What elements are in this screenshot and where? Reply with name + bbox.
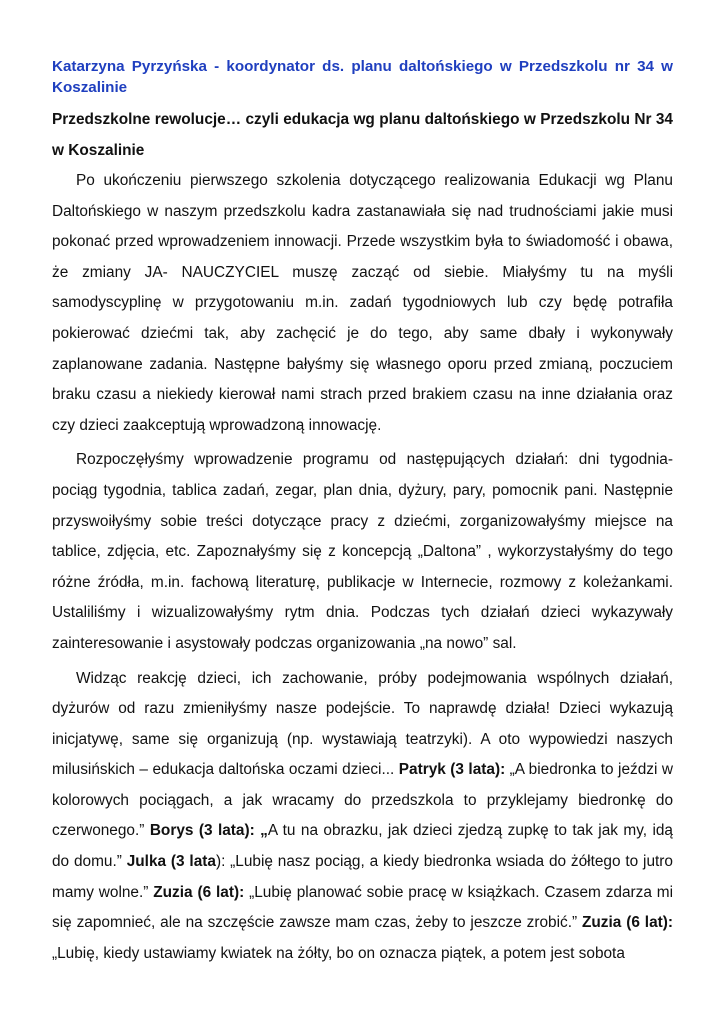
paragraph-1: Po ukończeniu pierwszego szkolenia dotyczącego realizowania Edukacji wg Planu Daltońskiego w naszym przedszkolu kadra zastanawiała się nad trudnościami jakie musi pokonać przed wprowadzeniem innowacji. Przede wszystkim była to świadomość i obawa, że zmiany JA- NAUCZYCIEL muszę zacząć od siebie. Miałyśmy tu na myśli samodyscyplinę w przygotowaniu m.in. zadań tygodniowych lub czy będę potrafiła pokierować dziećmi tak, aby zachęcić je do tego, aby same dbały i wykonywały zaplanowane zadania. Następne bałyśmy się własnego oporu przed zmianą, poczuciem braku czasu a niekiedy kierował nami strach przed brakiem czasu na inne działania oraz czy dzieci zaakceptują wprowadzoną innowację.	[52, 172, 673, 434]
quote-text: „A biedronka to jeździ w kolorowych pociągach, a jak wracamy do przedszkola to przyklejamy biedronkę do czerwonego.”	[52, 761, 673, 840]
quote-speaker: Borys (3 lata): „	[149, 822, 268, 840]
quote-text: „Lubię, kiedy ustawiamy kwiatek na żółty, bo on oznacza piątek, a potem jest sobota	[52, 944, 625, 962]
quote-speaker: Julka (3 lata	[126, 853, 216, 871]
paragraph-2: Rozpoczęłyśmy wprowadzenie programu od następujących działań: dni tygodnia- pociąg tygodnia, tablica zadań, zegar, plan dnia, dyżury, pary, pomocnik pani. Następnie przyswoiłyśmy sobie treści dotyczące pracy z dziećmi, zorganizowałyśmy miejsce na tablice, zdjęcia, etc. Zapoznałyśmy się z koncepcją „Daltona” , wykorzystałyśmy do tego różne źródła, m.in. fachową literaturę, publikacje w Internecie, rozmowy z koleżankami. Ustaliliśmy i wizualizowałyśmy rytm dnia. Podczas tych działań dzieci wykazywały zainteresowanie i asystowały podczas organizowania „na nowo” sal.	[52, 451, 673, 652]
paragraph-3	[52, 664, 673, 970]
quote-speaker: Zuzia (6 lat):	[582, 914, 674, 932]
document-page	[52, 56, 673, 973]
document-title: Przedszkolne rewolucje… czyli edukacja wg planu daltońskiego w Przedszkolu Nr 34 w Koszalinie	[52, 111, 673, 159]
quote-speaker: Patryk (3 lata):	[398, 761, 506, 779]
quote-speaker: Zuzia (6 lat):	[153, 883, 245, 901]
author-line: Katarzyna Pyrzyńska - koordynator ds. planu daltońskiego w Przedszkolu nr 34 w Koszalinie	[52, 58, 673, 96]
quote-text: A tu na obrazku, jak dzieci zjedzą zupkę to tak jak my, idą do domu.”	[52, 822, 673, 871]
quote-text: ): „Lubię nasz pociąg, a kiedy biedronka wsiada do żółtego to jutro mamy wolne.”	[52, 853, 673, 901]
quote-text: „Lubię planować sobie pracę w książkach. Czasem zdarza mi się zapomnieć, ale na szczęście zawsze mam czas, żeby to jeszcze zrobić.”	[52, 883, 673, 932]
paragraph-3-intro: Widząc reakcję dzieci, ich zachowanie, próby podejmowania wspólnych działań, dyżurów od razu zmieniłyśmy nasze podejście. To naprawdę działa! Dzieci wykazują inicjatywę, same się organizują (np. wystawiają teatrzyki). A oto wypowiedzi naszych milusińskich – edukacja daltońska oczami dzieci...	[52, 669, 673, 779]
